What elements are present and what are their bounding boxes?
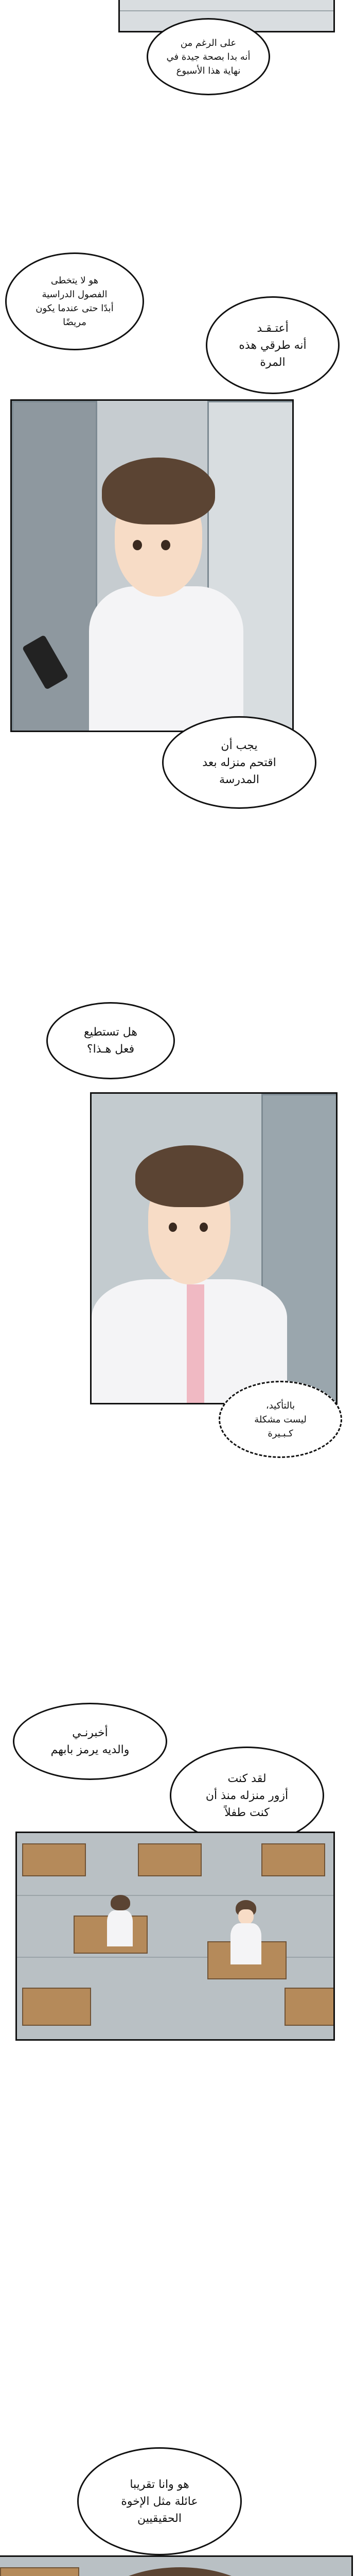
- eye: [133, 540, 142, 550]
- speech-bubble-3: أعتـقـد أنه طرقي هذه المرة: [206, 296, 340, 394]
- shirt: [89, 586, 243, 732]
- floor-line: [17, 1895, 333, 1896]
- hair: [135, 1145, 243, 1207]
- desk: [285, 1988, 335, 2026]
- panel-boy-phone: [10, 399, 294, 732]
- panel-boy-laughing: [0, 2555, 353, 2576]
- speech-bubble-1: على الرغم من أنه بدا بصحة جيدة في نهاية هذا الأسبوع: [147, 18, 270, 95]
- eye: [161, 540, 170, 550]
- speech-bubble-5: هل تستطيع فعل هـذا؟: [46, 1002, 175, 1079]
- hair: [90, 2567, 270, 2576]
- desk: [261, 1843, 325, 1876]
- desk: [22, 1843, 86, 1876]
- speech-bubble-2: هو لا يتخطى الفصول الدراسية أبدًا حتى عندما يكون مريضًا: [5, 252, 144, 350]
- panel-boy-smiling: [90, 1092, 338, 1404]
- wall-line: [120, 10, 333, 11]
- hair: [102, 457, 215, 524]
- speech-bubble-7: أخبرنـي والديه يرمز بابهم: [13, 1703, 167, 1780]
- speech-bubble-8: لقد كنت أزور منزله منذ أن كنت طفلاً: [170, 1747, 324, 1844]
- panel-classroom: [15, 1832, 335, 2041]
- desk: [22, 1988, 91, 2026]
- desk: [138, 1843, 202, 1876]
- student-standing: [228, 1900, 264, 1967]
- desk: [0, 2567, 79, 2576]
- speech-bubble-9: هو وانا تقريبا عائلة مثل الإخوة الحقيقيين: [77, 2447, 242, 2555]
- speech-bubble-4: يجب أن اقتحم منزله بعد المدرسة: [162, 716, 316, 809]
- speech-bubble-6: بالتأكيد، ليست مشكلة كـبـيرة: [219, 1381, 342, 1458]
- tie: [187, 1284, 204, 1403]
- eye: [169, 1223, 177, 1232]
- eye: [200, 1223, 208, 1232]
- student-seated: [104, 1895, 135, 1952]
